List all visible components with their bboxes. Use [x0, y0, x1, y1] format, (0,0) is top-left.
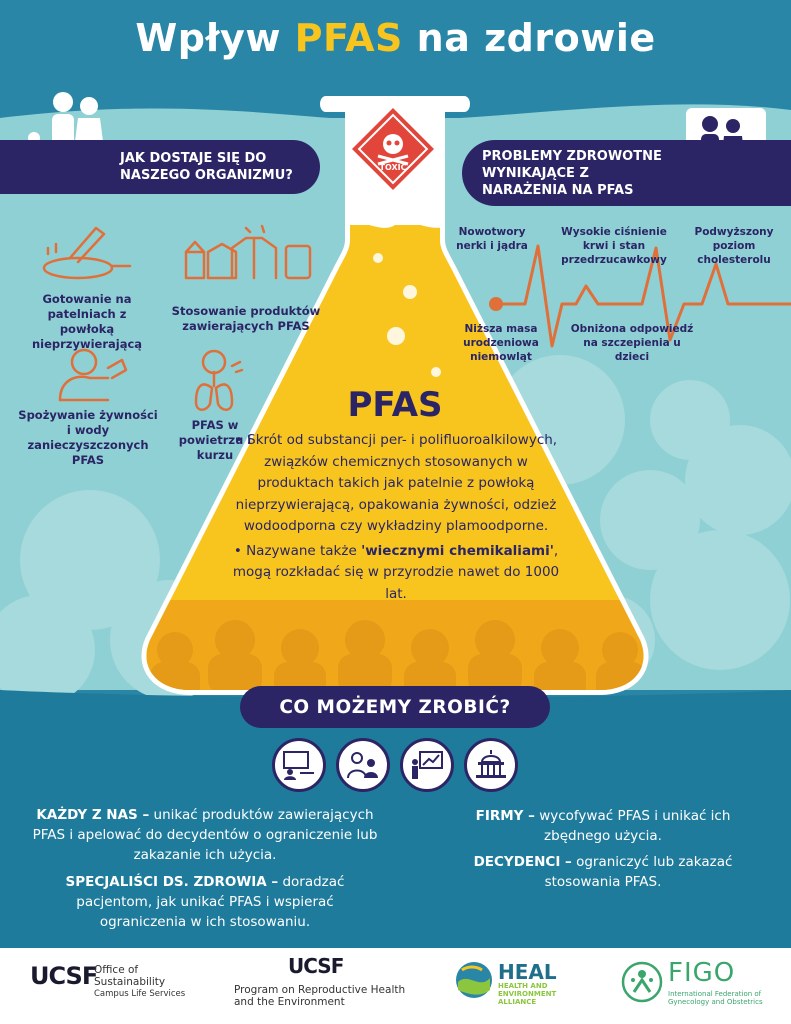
ucsf1-line2: Sustainability: [94, 976, 166, 988]
ucsf-sustainability-text: [94, 964, 185, 1000]
heal-line1: HEALTH AND: [498, 982, 548, 990]
pfas-bullet-1: • Skrót od substancji per- i polifluoroalkilowych, związków chemicznych stosowanych w produktach takich jak patelnie z powłoką nieprzywierającą, opakowania żywności, odzież wodoodporna czy wykładziny plamoodporne.: [234, 432, 558, 534]
pfas-title: PFAS: [347, 385, 443, 425]
page-title: [0, 16, 791, 60]
action-health-pros: [40, 872, 370, 932]
figo-emblem-icon: [620, 960, 664, 1004]
heal-line3: ALLIANCE: [498, 998, 537, 1006]
action-everyone: [22, 805, 388, 865]
footer-logos: [0, 948, 791, 1024]
ucsf2-line1: Program on Reproductive Health: [234, 984, 406, 996]
pfas-bullet-2: [232, 541, 560, 606]
heal-line2: ENVIRONMENT: [498, 990, 557, 998]
action-health-text: doradzać pacjentom, jak unikać PFAS i wspierać ograniczenia w ich stosowaniu.: [76, 874, 345, 930]
pfas-bullet-2-strong: 'wiecznymi chemikaliami': [361, 542, 554, 559]
exposure-banner: [0, 140, 320, 194]
action-policy: [448, 852, 758, 892]
actions-heading: CO MOŻEMY ZROBIĆ?: [240, 686, 550, 728]
health-heading: PROBLEMY ZDROWOTNE WYNIKAJĄCE Z NARAŻENIA NA PFAS: [482, 148, 662, 198]
ucsf2-line2: and the Environment: [234, 996, 345, 1008]
action-everyone-label: KAŻDY Z NAS –: [36, 807, 150, 823]
heal-globe-icon: [454, 960, 494, 1000]
action-policy-label: DECYDENCI –: [473, 854, 572, 870]
figo-name: FIGO: [668, 958, 736, 988]
health-problem-cancer: Nowotwory nerki i jądra: [456, 226, 528, 252]
figo-line2: Gynecology and Obstetrics: [668, 998, 763, 1006]
pfas-description: [232, 430, 560, 608]
health-problem-blood-pressure: Wysokie ciśnienie krwi i stan przedrzucawkowy: [561, 226, 667, 266]
title-highlight: PFAS: [294, 16, 403, 60]
capitol-icon: [464, 738, 518, 792]
action-business: [448, 806, 758, 846]
action-policy-text: ograniczyć lub zakazać stosowania PFAS.: [544, 854, 733, 890]
ucsf-prhe-mark: UCSF: [288, 954, 344, 978]
pfas-bullet-2-post: , mogą rozkładać się w przyrodzie nawet do 1000 lat.: [232, 542, 560, 602]
pfas-bullet-2-pre: • Nazywane także: [233, 542, 362, 559]
title-prefix: Wpływ: [135, 16, 281, 60]
route-cooking-label: Gotowanie na patelniach z powłoką nieprzywierającą: [31, 292, 143, 351]
health-banner: [462, 140, 791, 206]
doctor-patient-icon: [336, 738, 390, 792]
growth-chart-icon: [400, 738, 454, 792]
toxic-label: TOXIC: [379, 163, 407, 172]
action-health-label: SPECJALIŚCI DS. ZDROWIA –: [65, 874, 279, 890]
health-problem-cholesterol: Podwyższony poziom cholesterolu: [694, 226, 774, 266]
heal-text: [498, 982, 556, 1006]
health-problem-birth-weight: Niższa masa urodzeniowa niemowląt: [463, 323, 539, 363]
action-business-text: wycofywać PFAS i unikać ich zbędnego użycia.: [534, 808, 731, 844]
ucsf1-line1: Office of: [94, 964, 139, 976]
figo-text: [668, 990, 763, 1006]
title-suffix: na zdrowie: [416, 16, 656, 60]
action-everyone-text: unikać produktów zawierających PFAS i apelować do decydentów o ograniczenie lub zakazanie ich użycia.: [32, 807, 378, 863]
ucsf-sustainability-mark: UCSF: [30, 962, 98, 990]
ucsf1-line3: Campus Life Services: [94, 989, 186, 999]
health-problem-vaccine: Obniżona odpowiedź na szczepienia u dzieci: [570, 323, 694, 363]
exposure-heading: JAK DOSTAJE SIĘ DO NASZEGO ORGANIZMU?: [120, 151, 293, 183]
action-business-label: FIRMY –: [475, 808, 535, 824]
ucsf-prhe-text: [234, 984, 405, 1008]
route-air-label: PFAS w powietrzu i kurzu: [178, 418, 252, 462]
route-products-label: Stosowanie produktów zawierających PFAS: [171, 304, 321, 333]
presentation-icon: [272, 738, 326, 792]
figo-line1: International Federation of: [668, 990, 762, 998]
heal-name: HEAL: [498, 960, 557, 984]
route-food-label: Spożywanie żywności i wody zanieczyszczonych PFAS: [18, 408, 158, 467]
